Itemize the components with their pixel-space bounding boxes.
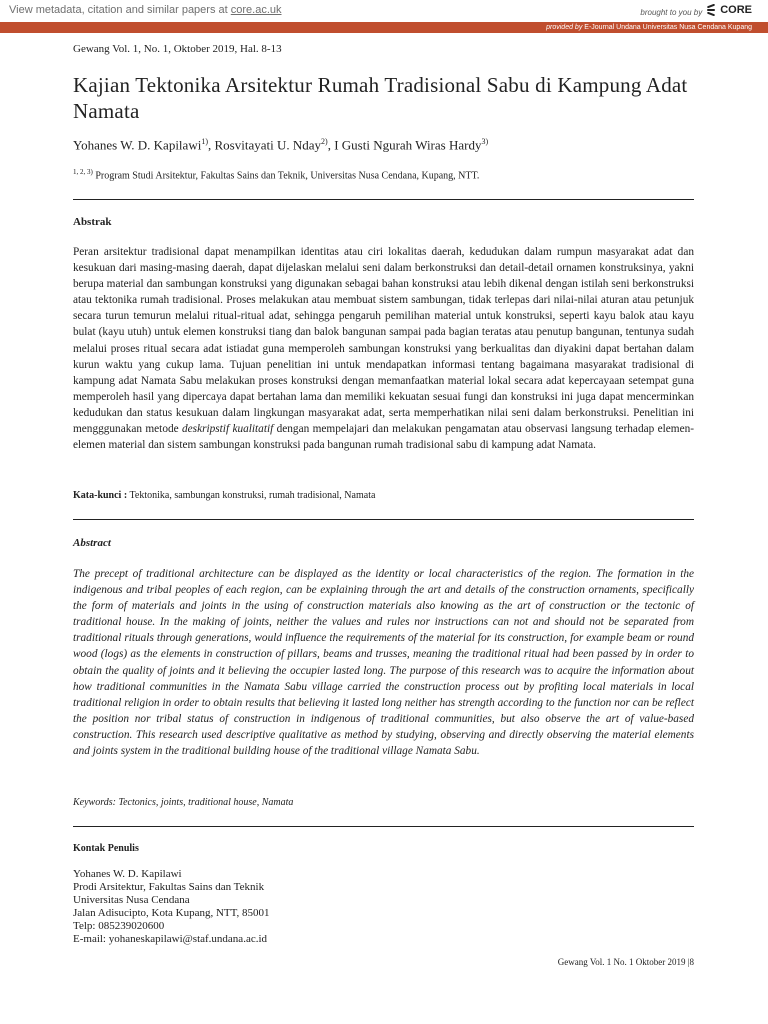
author-separator: ,	[208, 137, 215, 153]
divider	[73, 199, 694, 200]
provided-by-bar	[0, 22, 768, 33]
abstrak-text-end: dengan mempelajari dan melakukan pengamatan atau observasi langsung terhadap elemen-elemen material dan sistem sambungan konstruksi pada bangunan rumah tradisional sabu di kampung adat Namata.	[73, 423, 695, 452]
core-logo-text: CORE	[720, 4, 752, 16]
abstrak-text: Peran arsitektur tradisional dapat menampilkan identitas atau ciri lokalitas daerah, kedudukan dalam rumpun masyarakat adat dan kesukuan dari masing-masing daerah, dapat dijelaskan melalui seni dalam berkonstruksi dan detail-detail ornamen konstruksinya, yakni berupa material dan sambungan konstruksi yang digunakan sebagai bahan konstruksi atau lebih dikenal dengan istilah seni berkonstruksi atau tektonika rumah tradisional. Proses melakukan atau membuat sistem sambungan, tidak terlepas dari nilai-nilai aturan atau petunjuk secara turun temurun melalui ritual-ritual adat, sehingga pengaruh pemilihan material untuk konstruksi, seperti kayu balok atau kayu bulat (kayu utuh) untuk elemen konstruksi tiang dan balok bangunan sampai pada bagian teratas atau penutup bangunan, tentunya sudah melalui proses ritual secara adat istiadat guna memperoleh sambungan konstruksi yang berkualitas dan diyakini dapat bertahan dalam kurun waktu yang cukup lama. Tujuan penelitian ini untuk mendapatkan informasi tentang bagaimana masyarakat tradisional di kampung adat Namata Sabu melakukan proses konstruksi dengan memanfaatkan material lokal secara adat kepercayaan setempat guna memperoleh hasil yang dipercaya dapat bertahan lama dan memiliki kekuatan sesuai fungi dan konstruksi ini juga dapat mencerminkan kedudukan dan status kesukuan dalam lingkungan masyarakat adat, serta memperhatikan nilai seni dalam berkonstruksi. Penelitian ini mengggunakan metode	[73, 246, 694, 436]
brought-to-you-label: brought to you by	[640, 7, 703, 17]
author-affil-sup: 2)	[321, 137, 328, 146]
author-name: I Gusti Ngurah Wiras Hardy	[334, 137, 482, 153]
kata-kunci-label: Kata-kunci :	[73, 490, 128, 501]
journal-header: Gewang Vol. 1, No. 1, Oktober 2019, Hal. 8-13	[73, 43, 282, 55]
contact-line: Yohanes W. D. Kapilawi	[73, 868, 182, 880]
affiliation	[73, 168, 479, 181]
provided-by-text[interactable]	[546, 22, 752, 33]
kata-kunci	[73, 490, 375, 501]
page-footer: Gewang Vol. 1 No. 1 Oktober 2019 |8	[557, 957, 694, 967]
affiliation-text: Program Studi Arsitektur, Fakultas Sains dan Teknik, Universitas Nusa Cendana, Kupang, NTT.	[92, 170, 480, 182]
contact-line: Jalan Adisucipto, Kota Kupang, NTT, 85001	[73, 907, 270, 919]
core-logo-icon	[706, 3, 716, 17]
author-affil-sup: 1)	[201, 137, 208, 146]
contact-line: Prodi Arsitektur, Fakultas Sains dan Teknik	[73, 881, 265, 893]
contact-line: Universitas Nusa Cendana	[73, 894, 190, 906]
divider	[73, 519, 694, 520]
abstrak-italic-term: deskripstif kualitatif	[182, 423, 274, 436]
abstrak-body	[73, 244, 694, 453]
divider	[73, 826, 694, 827]
abstract-body: The precept of traditional architecture can be displayed as the identity or local characteristics of the region. The formation in the indigenous and tribal peoples of each region, can be explaining through the art and details of the construction ornaments, specifically the form of materials and joints in the using of construction materials also knowing as the art of construction or the tectonic of traditional house. In the making of joints, neither the values and rules nor instructions can not and should not be separated from traditional rituals through generations, would influence the requirements of the material for its construction, for example beam or round wood (logs) as the elements in construction of pillars, beams and trusses, meaning the traditional ritual had been passed by in order to obtain the quality of joints and it believing the occupier lasted long. The purpose of this research was to acquire the information about how traditional communities in the Namata Sabu village carried the construction process out by profiting local materials in local traditional religion in order to obtain results that believing it lasted long neither has strength according to the function nor can be reflect the position nor tribal status of construction in indigenous of traditional communities, but also observe the art of value-based construction. This research used descriptive qualitative as method by studying, observing and directly observing the material elements and joints system in the traditional building house of the traditional village Namata Sabu.	[73, 568, 694, 758]
core-ac-uk-link[interactable]: core.ac.uk	[230, 4, 282, 16]
keywords-en: Keywords: Tectonics, joints, traditional house, Namata	[73, 797, 294, 808]
provided-by-source: E-Journal Undana Universitas Nusa Cendana Kupang	[584, 24, 752, 31]
provided-by-label: provided by	[546, 24, 583, 31]
abstract-heading: Abstract	[73, 537, 111, 549]
core-metadata-link[interactable]	[9, 4, 282, 16]
affiliation-sup: 1, 2, 3)	[73, 168, 93, 176]
paper-title: Kajian Tektonika Arsitektur Rumah Tradisional Sabu di Kampung Adat Namata	[73, 73, 688, 123]
contact-block	[73, 868, 270, 946]
core-branding[interactable]	[640, 3, 752, 17]
kata-kunci-text: Tektonika, sambungan konstruksi, rumah tradisional, Namata	[127, 490, 376, 501]
core-link-prefix: View metadata, citation and similar papers at	[9, 4, 228, 16]
contact-line: Telp: 085239020600	[73, 920, 165, 932]
author-name: Rosvitayati U. Nday	[214, 137, 322, 153]
abstrak-heading: Abstrak	[73, 216, 112, 228]
contact-email: E-mail: yohaneskapilawi@staf.undana.ac.id	[73, 933, 268, 945]
authors-line	[73, 137, 488, 153]
core-banner	[0, 0, 768, 22]
author-separator: ,	[327, 137, 335, 153]
author-affil-sup: 3)	[481, 137, 489, 146]
kontak-heading: Kontak Penulis	[73, 843, 139, 854]
author-name: Yohanes W. D. Kapilawi	[73, 137, 202, 153]
